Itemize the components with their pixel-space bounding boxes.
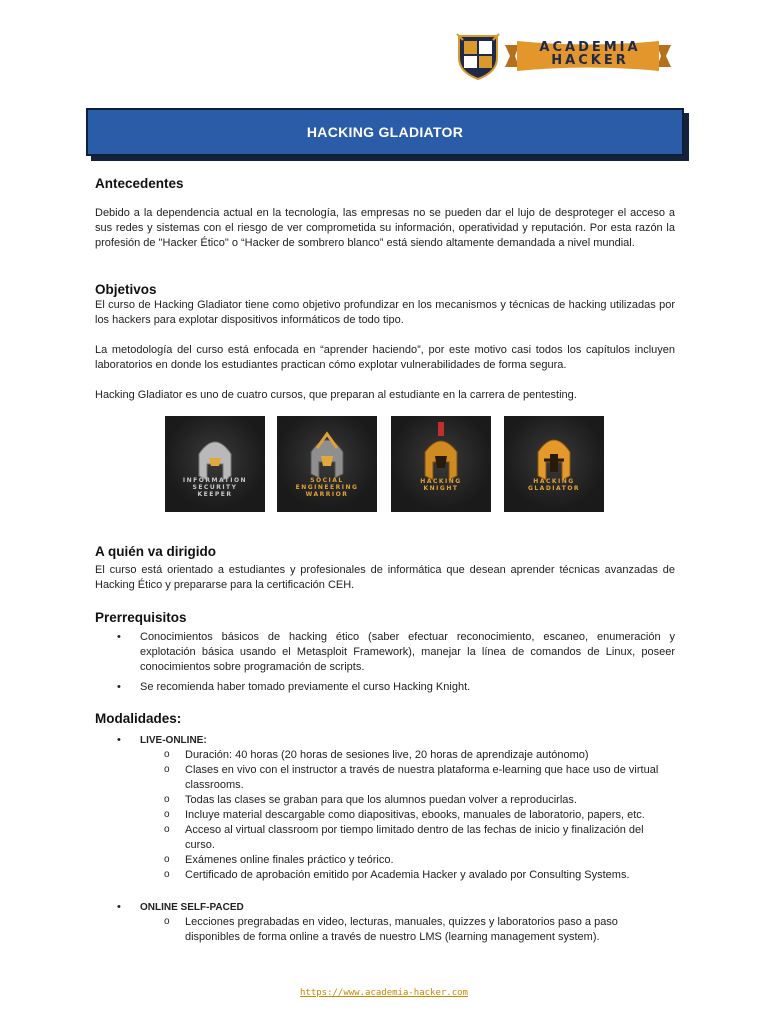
modalidad-self-paced (95, 900, 675, 945)
section-antecedentes (95, 175, 675, 251)
logo-text (515, 41, 665, 67)
list-item: o Acceso al virtual classroom por tiempo limitado dentro de las fechas de inicio y finalización del curso. (140, 823, 675, 853)
prerrequisitos-list (95, 630, 675, 695)
course-label: HACKING GLADIATOR (527, 478, 581, 492)
objetivos-heading: Objetivos (95, 282, 157, 297)
course-label: HACKING KNIGHT (420, 478, 462, 492)
section-modalidades (95, 710, 675, 945)
logo-line-2: HACKER (551, 53, 629, 68)
prerrequisitos-heading: Prerrequisitos (95, 610, 187, 625)
list-item: • Conocimientos básicos de hacking ético (saber efectuar reconocimiento, escaneo, enumeración y explotación básica usando el Metasploit Framework), manejar la línea de comandos de Linux, poseer conocimientos sobre programación de scripts. (95, 630, 675, 675)
self-details (140, 915, 675, 945)
list-item: o Incluye material descargable como diapositivas, ebooks, manuales de laboratorio, papers, etc. (140, 808, 675, 823)
list-item: o Todas las clases se graban para que los alumnos puedan volver a reproducirlas. (140, 793, 675, 808)
dirigido-heading: A quién va dirigido (95, 544, 217, 559)
title-banner (86, 108, 684, 156)
objetivos-paragraph-1: El curso de Hacking Gladiator tiene como objetivo profundizar en los mecanismos y técnicas de hacking utilizadas por los hackers para explotar dispositivos informáticos de todo tipo. (95, 299, 675, 326)
course-thumbnail (165, 416, 265, 512)
course-label: INFORMATION SECURITY KEEPER (182, 477, 248, 498)
objetivos-paragraph-2: La metodología del curso está enfocada en “aprender haciendo”, por este motivo casi todos los capítulos incluyen laboratorios en donde los estudiantes practican cómo explotar vulnerabilidades de forma segura. (95, 344, 675, 371)
section-dirigido (95, 543, 675, 593)
objetivos-paragraph-3: Hacking Gladiator es uno de cuatro cursos, que preparan al estudiante en la carrera de pentesting. (95, 389, 577, 401)
helmet-icon (504, 416, 604, 512)
academia-hacker-logo (455, 30, 673, 80)
website-link[interactable]: https://www.academia-hacker.com (300, 988, 468, 998)
list-item: o Lecciones pregrabadas en video, lecturas, manuales, quizzes y laboratorios paso a paso disponibles de forma online a través de nuestro LMS (learning management system). (140, 915, 675, 945)
course-thumbnail (504, 416, 604, 512)
shield-icon (455, 30, 501, 80)
antecedentes-text: Debido a la dependencia actual en la tecnología, las empresas no se pueden dar el lujo de desproteger el acceso a sus redes y sistemas con el riesgo de ver comprometida su información, operatividad y reputación. Por esta razón la profesión de "Hacker Ético" o “Hacker de sombrero blanco” está siendo altamente demandada a nivel mundial. (95, 207, 675, 249)
footer (0, 982, 768, 1000)
modalidad-self-label: ONLINE SELF-PACED (140, 902, 244, 913)
section-prerrequisitos (95, 609, 675, 695)
logo-line-1: ACADEMIA (539, 40, 641, 55)
course-label: SOCIAL ENGINEERING WARRIOR (295, 477, 359, 498)
course-thumbnails (165, 416, 605, 512)
list-item: o Clases en vivo con el instructor a través de nuestra plataforma e-learning que hace uso de virtual classrooms. (140, 763, 675, 793)
modalidad-live-label: LIVE-ONLINE: (140, 735, 207, 746)
page-title: HACKING GLADIATOR (306, 124, 464, 140)
course-thumbnail (391, 416, 491, 512)
helmet-icon (391, 416, 491, 512)
dirigido-text: El curso está orientado a estudiantes y profesionales de informática que desean aprender técnicas avanzadas de Hacking Ético y prepararse para la certificación CEH. (95, 564, 675, 591)
list-item: o Certificado de aprobación emitido por Academia Hacker y avalado por Consulting Systems. (140, 868, 675, 883)
modalidades-heading: Modalidades: (95, 711, 182, 726)
modalidades-list (95, 733, 675, 945)
list-item: • Se recomienda haber tomado previamente el curso Hacking Knight. (95, 680, 675, 695)
course-thumbnail (277, 416, 377, 512)
list-item: o Duración: 40 horas (20 horas de sesiones live, 20 horas de aprendizaje autónomo) (140, 748, 675, 763)
modalidad-live (95, 733, 675, 883)
section-objetivos (95, 281, 675, 403)
list-item: o Exámenes online finales práctico y teórico. (140, 853, 675, 868)
live-details (140, 748, 675, 883)
antecedentes-heading: Antecedentes (95, 176, 184, 191)
